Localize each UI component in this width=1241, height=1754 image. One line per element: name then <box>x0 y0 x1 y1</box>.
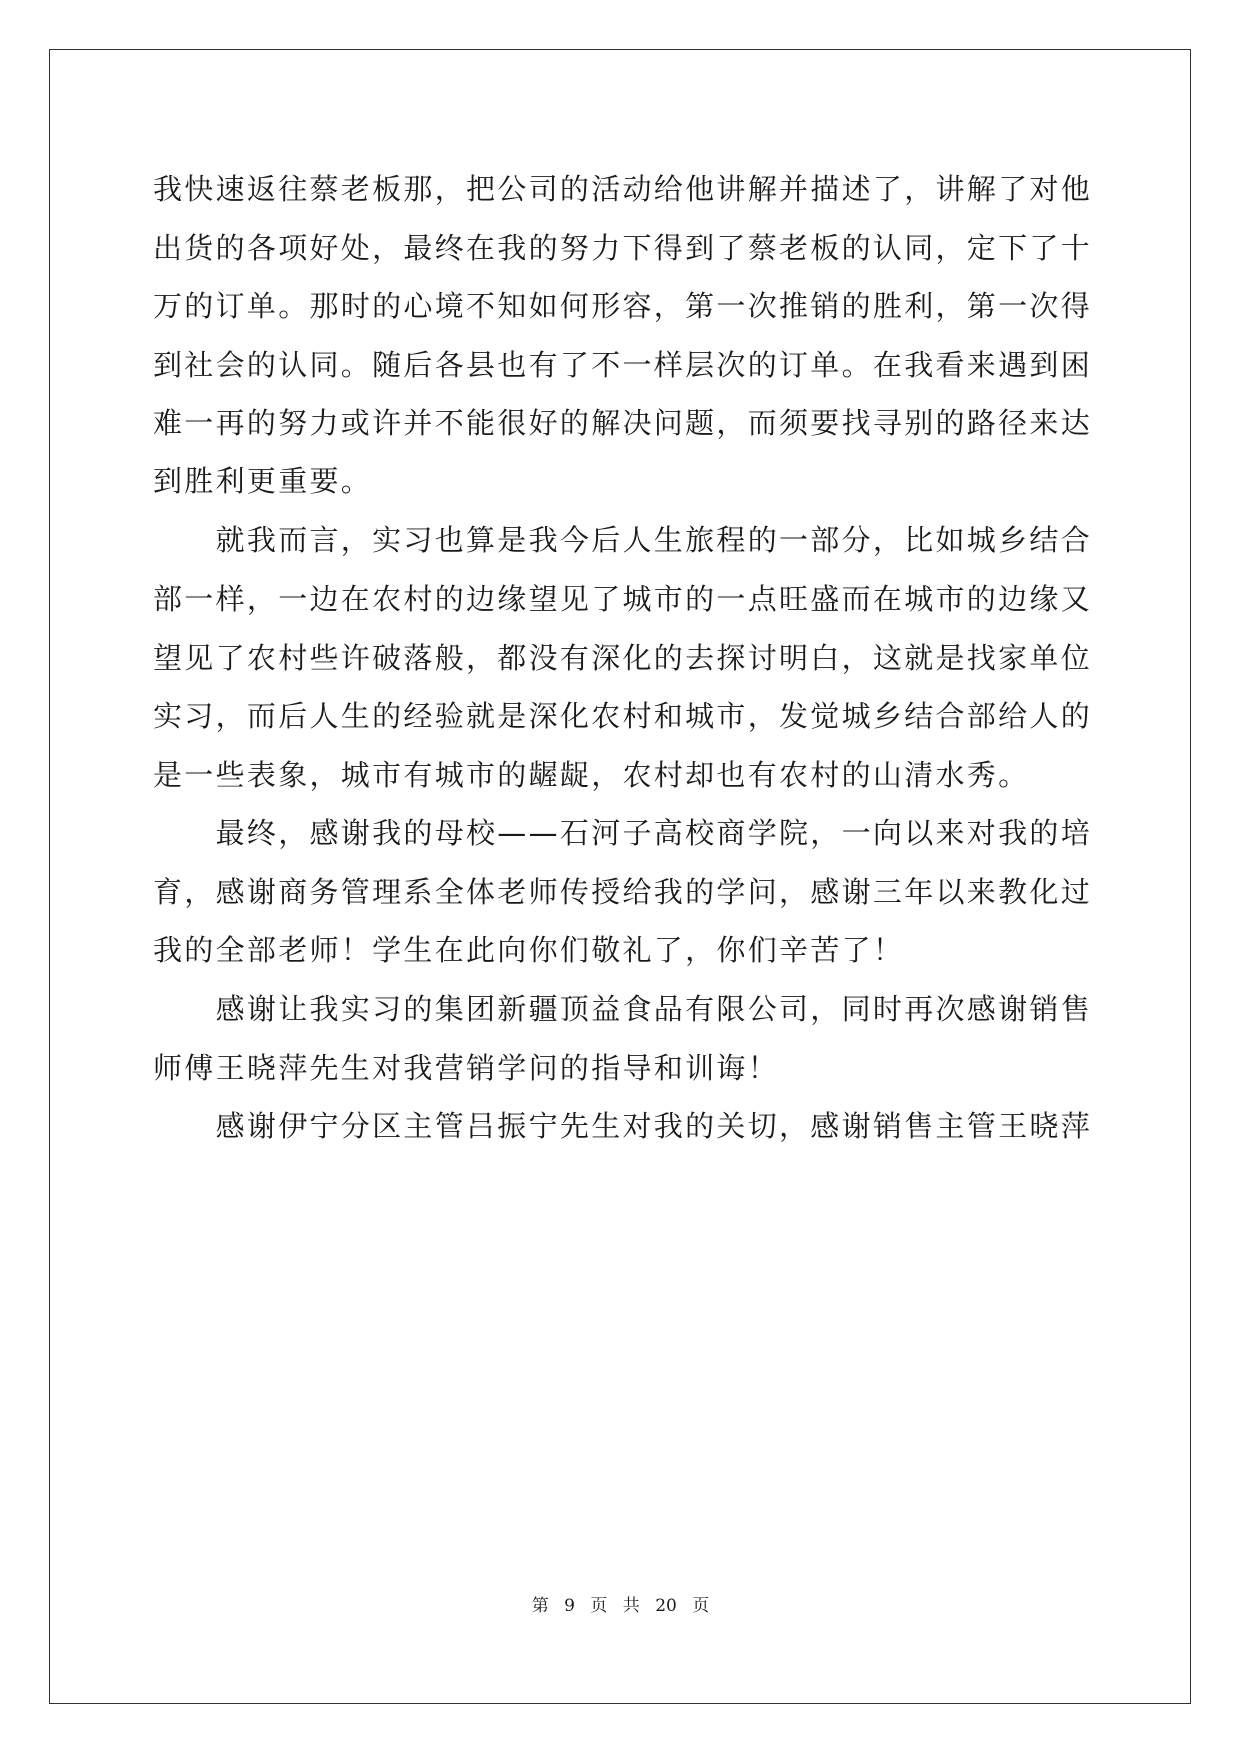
text-line-10: 实习，而后人生的经验就是深化农村和城市，发觉城乡结合部给人的 <box>153 699 1093 733</box>
text-line-7: 就我而言，实习也算是我今后人生旅程的一部分，比如城乡结合 <box>153 523 1093 557</box>
page-number: 第 9 页 共 20 页 <box>531 1596 710 1616</box>
text-line-4: 到社会的认同。随后各县也有了不一样层次的订单。在我看来遇到困 <box>153 348 1093 382</box>
text-line-15: 感谢让我实习的集团新疆顶益食品有限公司，同时再次感谢销售 <box>153 992 1093 1026</box>
text-line-16: 师傅王晓萍先生对我营销学问的指导和训诲！ <box>153 1051 780 1085</box>
text-line-6: 到胜利更重要。 <box>153 464 373 498</box>
text-line-9: 望见了农村些许破落般，都没有深化的去探讨明白，这就是找家单位 <box>153 641 1093 675</box>
text-line-17: 感谢伊宁分区主管吕振宁先生对我的关切，感谢销售主管王晓萍 <box>153 1109 1093 1143</box>
text-line-13: 育，感谢商务管理系全体老师传授给我的学问，感谢三年以来教化过 <box>153 875 1093 909</box>
text-line-2: 出货的各项好处，最终在我的努力下得到了蔡老板的认同，定下了十 <box>153 231 1093 265</box>
text-line-14: 我的全部老师！学生在此向你们敬礼了，你们辛苦了！ <box>153 933 905 967</box>
text-line-11: 是一些表象，城市有城市的龌龊，农村却也有农村的山清水秀。 <box>153 758 1030 792</box>
text-line-12: 最终，感谢我的母校——石河子高校商学院，一向以来对我的培 <box>153 816 1093 850</box>
text-line-1: 我快速返往蔡老板那，把公司的活动给他讲解并描述了，讲解了对他 <box>153 172 1093 206</box>
text-line-8: 部一样，一边在农村的边缘望见了城市的一点旺盛而在城市的边缘又 <box>153 582 1093 616</box>
text-line-3: 万的订单。那时的心境不知如何形容，第一次推销的胜利，第一次得 <box>153 289 1093 323</box>
text-line-5: 难一再的努力或许并不能很好的解决问题，而须要找寻别的路径来达 <box>153 406 1093 440</box>
